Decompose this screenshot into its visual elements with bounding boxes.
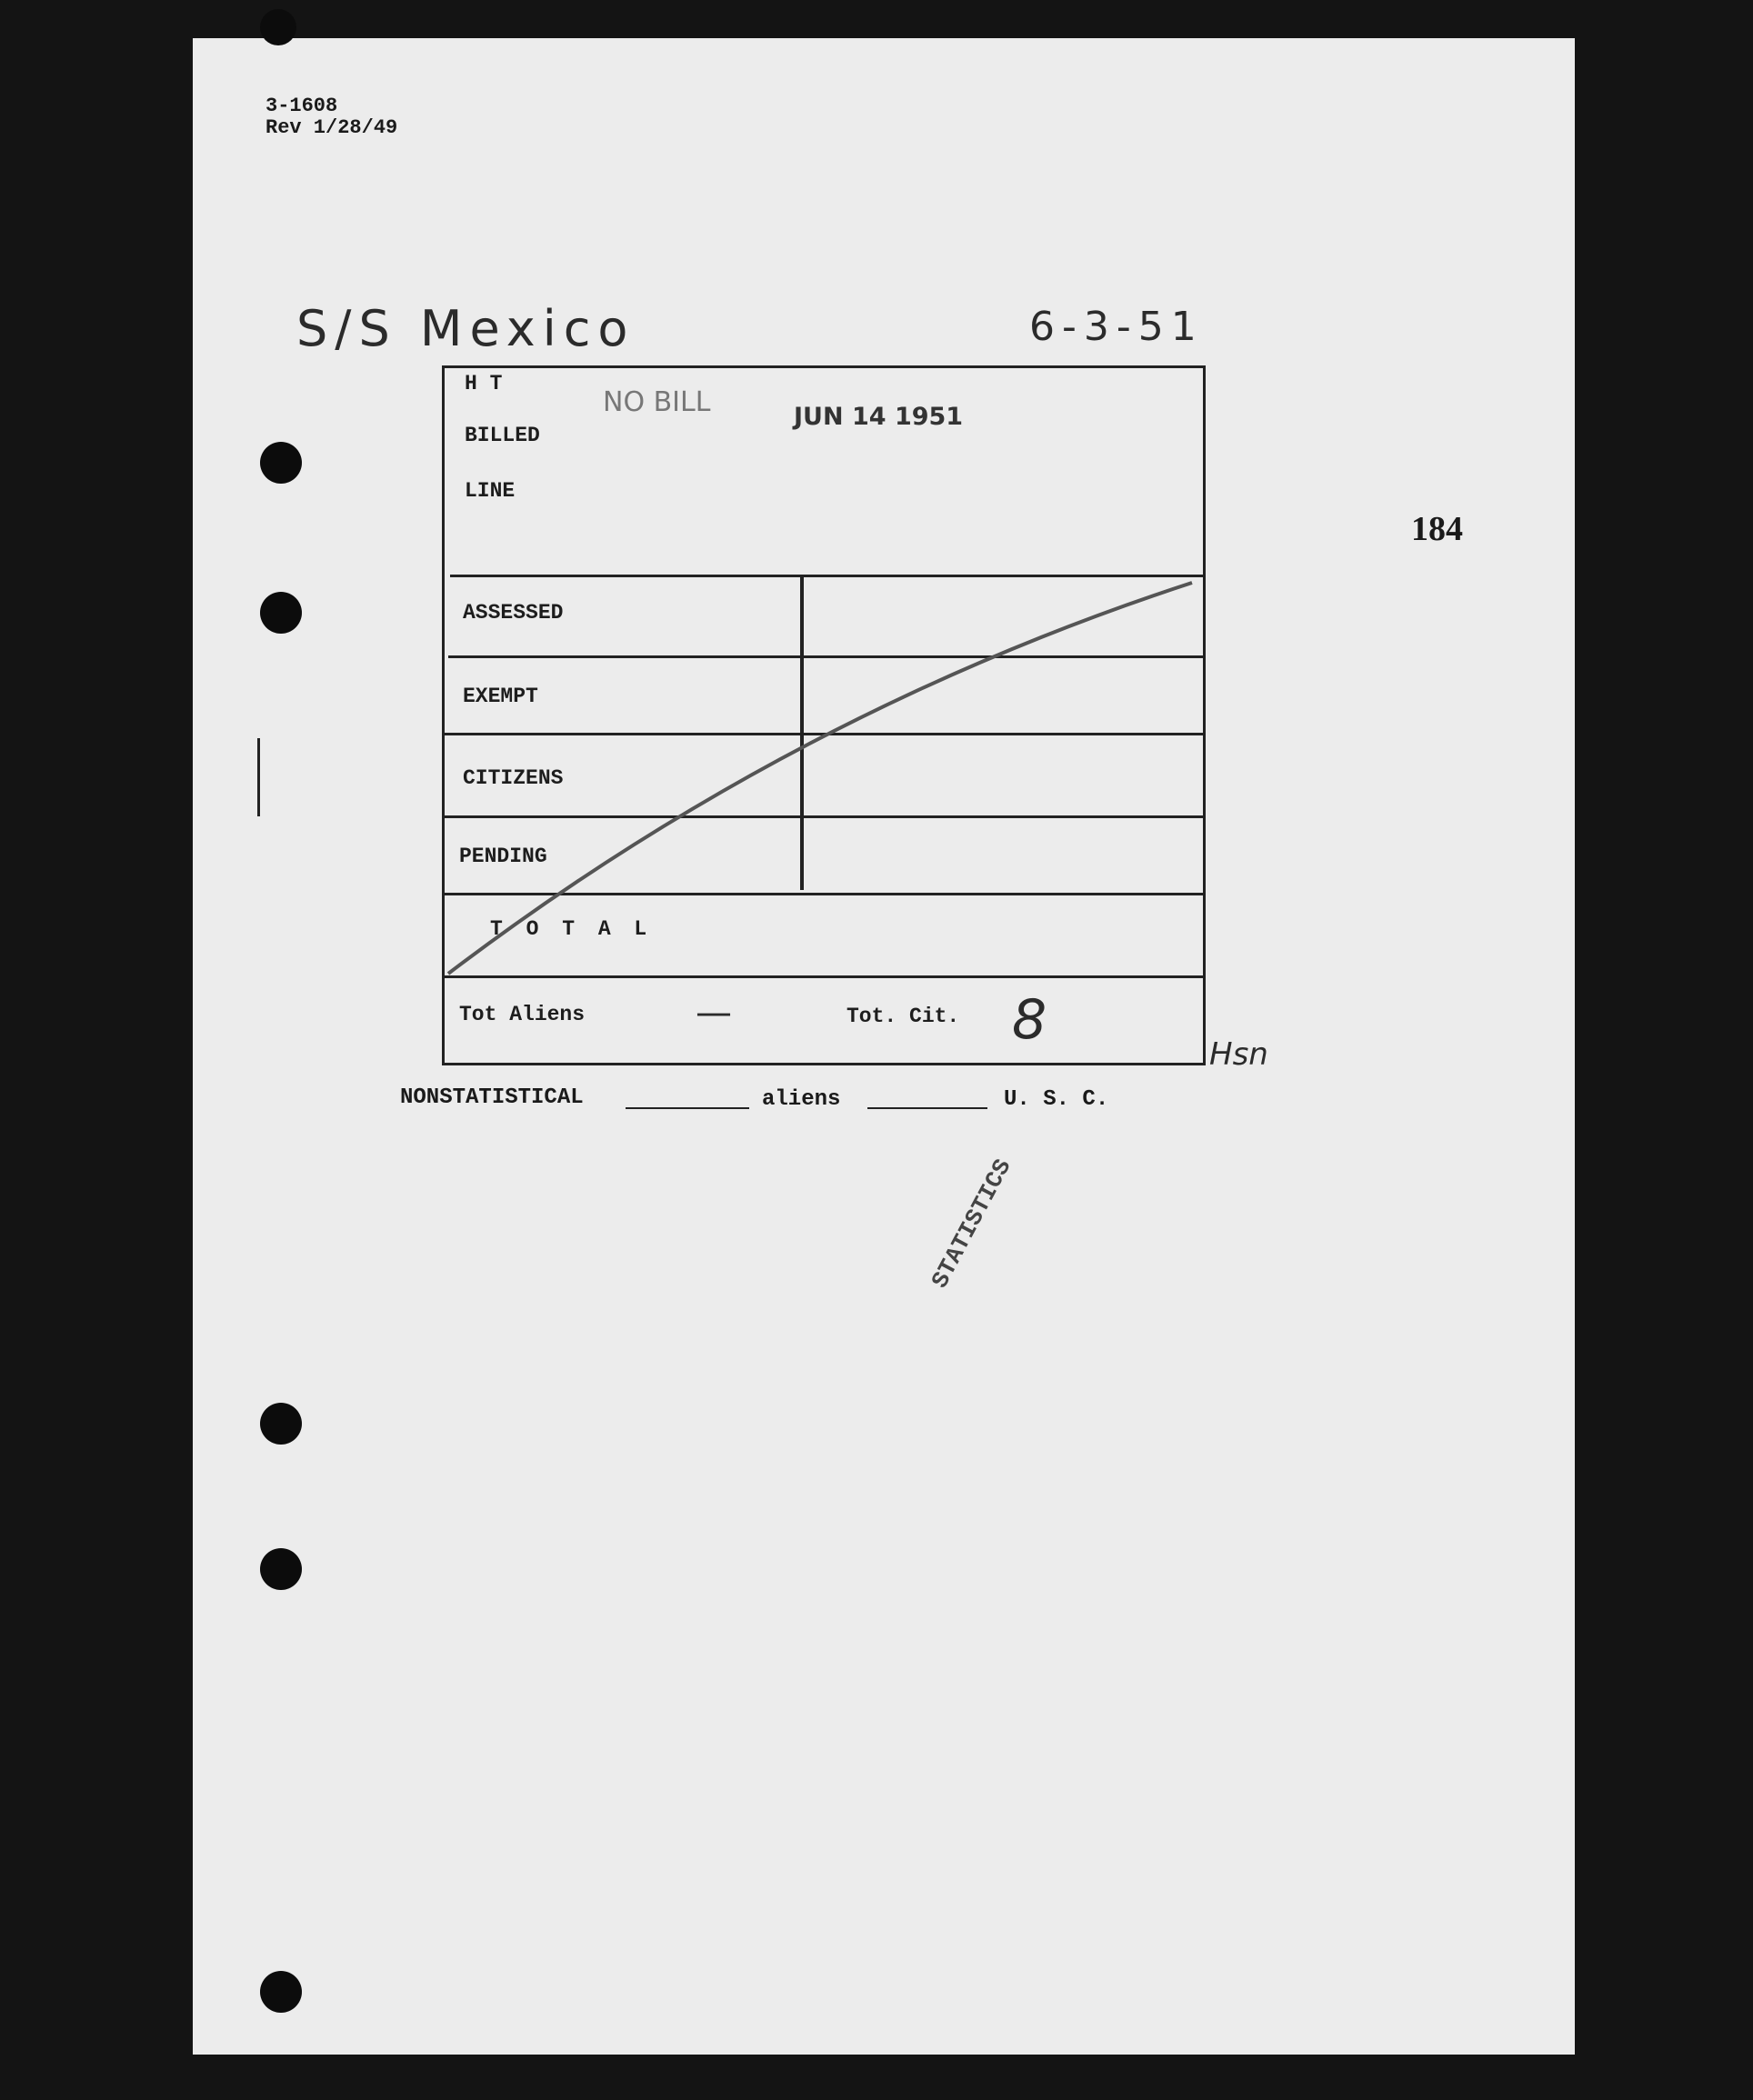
no-bill-stamp: NO BILL bbox=[603, 386, 711, 418]
aliens-blank bbox=[626, 1107, 749, 1109]
form-id: 3-1608 bbox=[265, 95, 338, 117]
binder-hole bbox=[260, 442, 302, 484]
citizens-label: CITIZENS bbox=[463, 766, 564, 790]
manifest-form-box bbox=[442, 365, 1206, 1065]
assessed-label: ASSESSED bbox=[463, 601, 564, 625]
cancel-slash-line bbox=[448, 583, 1192, 974]
binder-hole bbox=[260, 592, 302, 634]
binder-hole bbox=[260, 1548, 302, 1590]
usc-blank bbox=[867, 1107, 987, 1109]
margin-mark bbox=[257, 738, 260, 816]
total-label: T O T A L bbox=[490, 917, 653, 941]
tot-aliens-label: Tot Aliens bbox=[459, 1003, 586, 1026]
aliens-label: aliens bbox=[762, 1087, 841, 1112]
billed-label: BILLED bbox=[465, 424, 540, 447]
initials: Hsn bbox=[1209, 1036, 1268, 1073]
form-revision: Rev 1/28/49 bbox=[265, 116, 398, 139]
usc-label: U. S. C. bbox=[1004, 1087, 1109, 1112]
line-label: LINE bbox=[465, 479, 516, 503]
binder-hole bbox=[260, 1971, 302, 2013]
ht-label: H T bbox=[465, 372, 503, 395]
tot-cit-label: Tot. Cit. bbox=[846, 1005, 960, 1028]
pending-label: PENDING bbox=[459, 845, 547, 868]
nonstatistical-label: NONSTATISTICAL bbox=[400, 1085, 584, 1110]
statistics-stamp: STATISTICS bbox=[926, 1155, 1017, 1294]
page-number: 184 bbox=[1411, 510, 1463, 548]
vessel-name: S/S Mexico bbox=[296, 300, 636, 357]
tot-cit-value: 8 bbox=[1012, 988, 1047, 1052]
cancel-slash bbox=[445, 368, 1208, 1068]
handwritten-date: 6-3-51 bbox=[1029, 304, 1204, 350]
binder-hole bbox=[260, 9, 296, 45]
tot-aliens-value: — bbox=[696, 992, 732, 1034]
binder-hole bbox=[260, 1403, 302, 1445]
date-stamp: JUN 14 1951 bbox=[794, 403, 964, 431]
exempt-label: EXEMPT bbox=[463, 685, 538, 708]
